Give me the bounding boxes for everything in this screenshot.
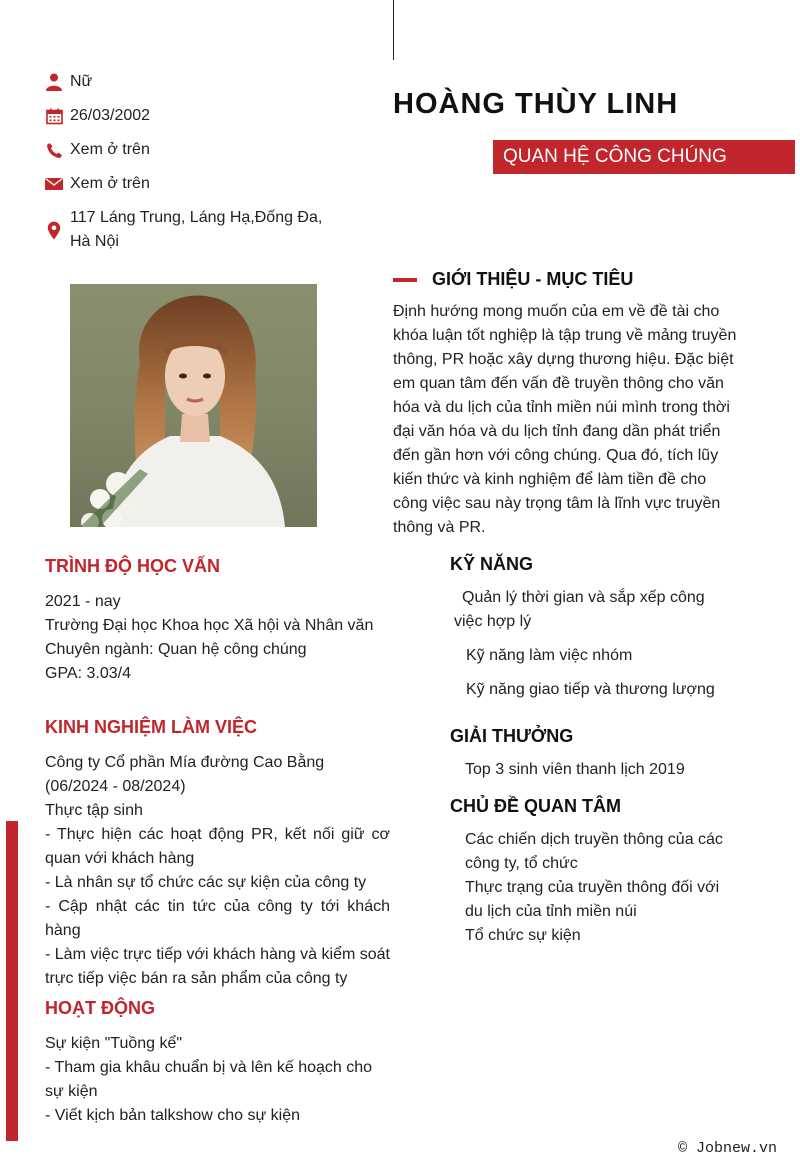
experience-line: Thực tập sinh — [45, 802, 143, 819]
experience-line: - Cập nhật các tin tức của công ty tới khách hàng — [45, 898, 390, 939]
intro-text: Định hướng mong muốn của em về đề tài cho khóa luận tốt nghiệp là tập trung về mảng truyền thông, PR hoặc xây dựng thương hiệu. Đặc biệt em quan tâm đến vấn đề truyền thông cho văn hóa và du lịch của tỉnh miền núi mình trong thời đại văn hóa và du lịch tỉnh đang dần phát triển đến gần hơn với công chúng. Qua đó, tích lũy kiến thức và kinh nghiệm để làm tiền đề cho công việc sau này trọng tâm là lĩnh vực truyền thông và PR. — [393, 303, 737, 536]
activity-line: - Viết kịch bản talkshow cho sự kiện — [45, 1107, 300, 1124]
education-heading: TRÌNH ĐỘ HỌC VẤN — [45, 556, 220, 576]
interest-item: Các chiến dịch truyền thông của các công ty, tổ chức — [465, 831, 723, 872]
email-row — [45, 172, 330, 196]
education-content — [45, 590, 390, 686]
accent-bar — [6, 821, 18, 1141]
mail-icon — [45, 172, 63, 196]
job-title-banner: QUAN HỆ CÔNG CHÚNG — [493, 140, 795, 174]
calendar-icon — [45, 104, 63, 128]
interests-heading: CHỦ ĐỀ QUAN TÂM — [450, 796, 621, 816]
phone-row — [45, 138, 330, 162]
activities-heading: HOẠT ĐỘNG — [45, 998, 155, 1018]
education-line: 2021 - nay — [45, 593, 121, 610]
profile-photo — [70, 284, 317, 527]
intro-heading: GIỚI THIỆU - MỤC TIÊU — [432, 269, 634, 289]
intro-section — [393, 267, 633, 291]
person-icon — [45, 70, 63, 94]
interests-content — [465, 828, 733, 948]
gender-row — [45, 70, 330, 94]
intro-heading-row — [393, 267, 633, 291]
skills-heading: KỸ NĂNG — [450, 554, 534, 574]
dob-value: 26/03/2002 — [70, 107, 151, 124]
candidate-name: HOÀNG THÙY LINH — [393, 88, 679, 120]
location-icon — [45, 218, 63, 242]
experience-line: (06/2024 - 08/2024) — [45, 778, 186, 795]
activity-line: - Tham gia khâu chuẩn bị và lên kế hoạch cho sự kiện — [45, 1059, 373, 1100]
education-line: Trường Đại học Khoa học Xã hội và Nhân văn — [45, 617, 374, 634]
address-row — [45, 206, 325, 254]
interest-item: Tổ chức sự kiện — [465, 927, 581, 944]
education-line: GPA: 3.03/4 — [45, 665, 131, 682]
activities-content — [45, 1032, 395, 1128]
dob-row — [45, 104, 330, 128]
experience-line: - Làm việc trực tiếp với khách hàng và kiểm soát trực tiếp việc bán ra sản phẩm của công ty — [45, 946, 390, 987]
address-value: 117 Láng Trung, Láng Hạ,Đống Đa, Hà Nội — [70, 209, 323, 250]
experience-heading: KINH NGHIỆM LÀM VIỆC — [45, 717, 258, 737]
email-value: Xem ở trên — [70, 175, 150, 192]
experience-content — [45, 751, 390, 991]
skill-item: Kỹ năng làm việc nhóm — [466, 647, 633, 664]
awards-heading: GIẢI THƯỞNG — [450, 726, 574, 746]
skill-item: Kỹ năng giao tiếp và thương lượng — [466, 681, 715, 698]
gender-value: Nữ — [70, 73, 93, 90]
footer-credit: © Jobnew.vn — [677, 1140, 777, 1157]
phone-icon — [45, 138, 63, 162]
skill-item: Quản lý thời gian và sắp xếp công việc hợp lý — [454, 589, 705, 630]
interest-item: Thực trạng của truyền thông đối với du lịch của tỉnh miền núi — [465, 879, 720, 920]
experience-line: Công ty Cổ phần Mía đường Cao Bằng — [45, 754, 325, 771]
heading-dash — [393, 278, 417, 282]
header-divider — [393, 0, 394, 60]
experience-line: - Là nhân sự tổ chức các sự kiện của công ty — [45, 874, 367, 891]
education-line: Chuyên ngành: Quan hệ công chúng — [45, 641, 307, 658]
activity-line: Sự kiện "Tuồng kể" — [45, 1035, 183, 1052]
phone-value: Xem ở trên — [70, 141, 150, 158]
experience-line: - Thực hiện các hoạt động PR, kết nối giữ cơ quan với khách hàng — [45, 826, 390, 867]
award-item: Top 3 sinh viên thanh lịch 2019 — [465, 761, 685, 778]
